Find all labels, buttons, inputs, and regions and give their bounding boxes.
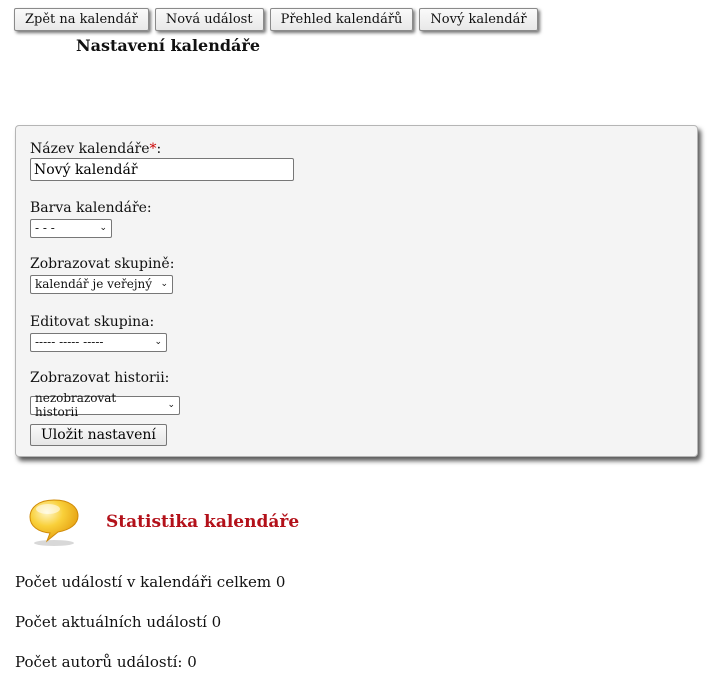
calendar-color-value: - - - [35,221,55,235]
edit-group-field [30,314,167,352]
back-to-calendar-button[interactable]: Zpět na kalendář [14,8,149,31]
calendar-name-field [30,141,294,181]
stats-title: Statistika kalendáře [106,512,300,532]
chevron-down-icon: ⌄ [154,337,162,347]
show-group-field [30,256,174,294]
calendar-overview-button[interactable]: Přehled kalendářů [270,8,414,31]
calendar-color-select[interactable] [30,219,112,238]
calendar-name-input[interactable] [30,158,294,181]
calendar-color-field [30,200,152,238]
page-title: Nastavení kalendáře [76,36,261,55]
settings-form [15,125,698,457]
show-group-select[interactable] [30,275,173,294]
stat-event-authors: Počet autorů událostí: 0 [15,653,197,671]
stat-current-events: Počet aktuálních událostí 0 [15,613,222,631]
toolbar [14,8,538,31]
save-settings-button[interactable]: Uložit nastavení [30,424,167,446]
show-group-label: Zobrazovat skupině: [30,256,175,272]
chevron-down-icon: ⌄ [99,223,107,233]
chevron-down-icon: ⌄ [160,279,168,289]
history-label: Zobrazovat historii: [30,370,170,386]
history-select[interactable] [30,391,180,419]
history-value: nezobrazovat historii [35,391,117,419]
speech-bubble-icon [26,497,82,547]
new-event-button[interactable]: Nová událost [155,8,264,31]
history-field [30,370,180,419]
calendar-color-label: Barva kalendáře: [30,200,152,216]
stat-total-events: Počet událostí v kalendáři celkem 0 [15,573,286,591]
edit-group-select[interactable] [30,333,167,352]
edit-group-label: Editovat skupina: [30,314,155,330]
required-mark: * [149,141,157,157]
edit-group-value: ----- ----- ----- [35,335,104,349]
chevron-down-icon: ⌄ [167,400,175,410]
calendar-name-label: Název kalendáře*: [30,141,162,157]
new-calendar-button[interactable]: Nový kalendář [419,8,537,31]
show-group-value: kalendář je veřejný [35,277,153,291]
